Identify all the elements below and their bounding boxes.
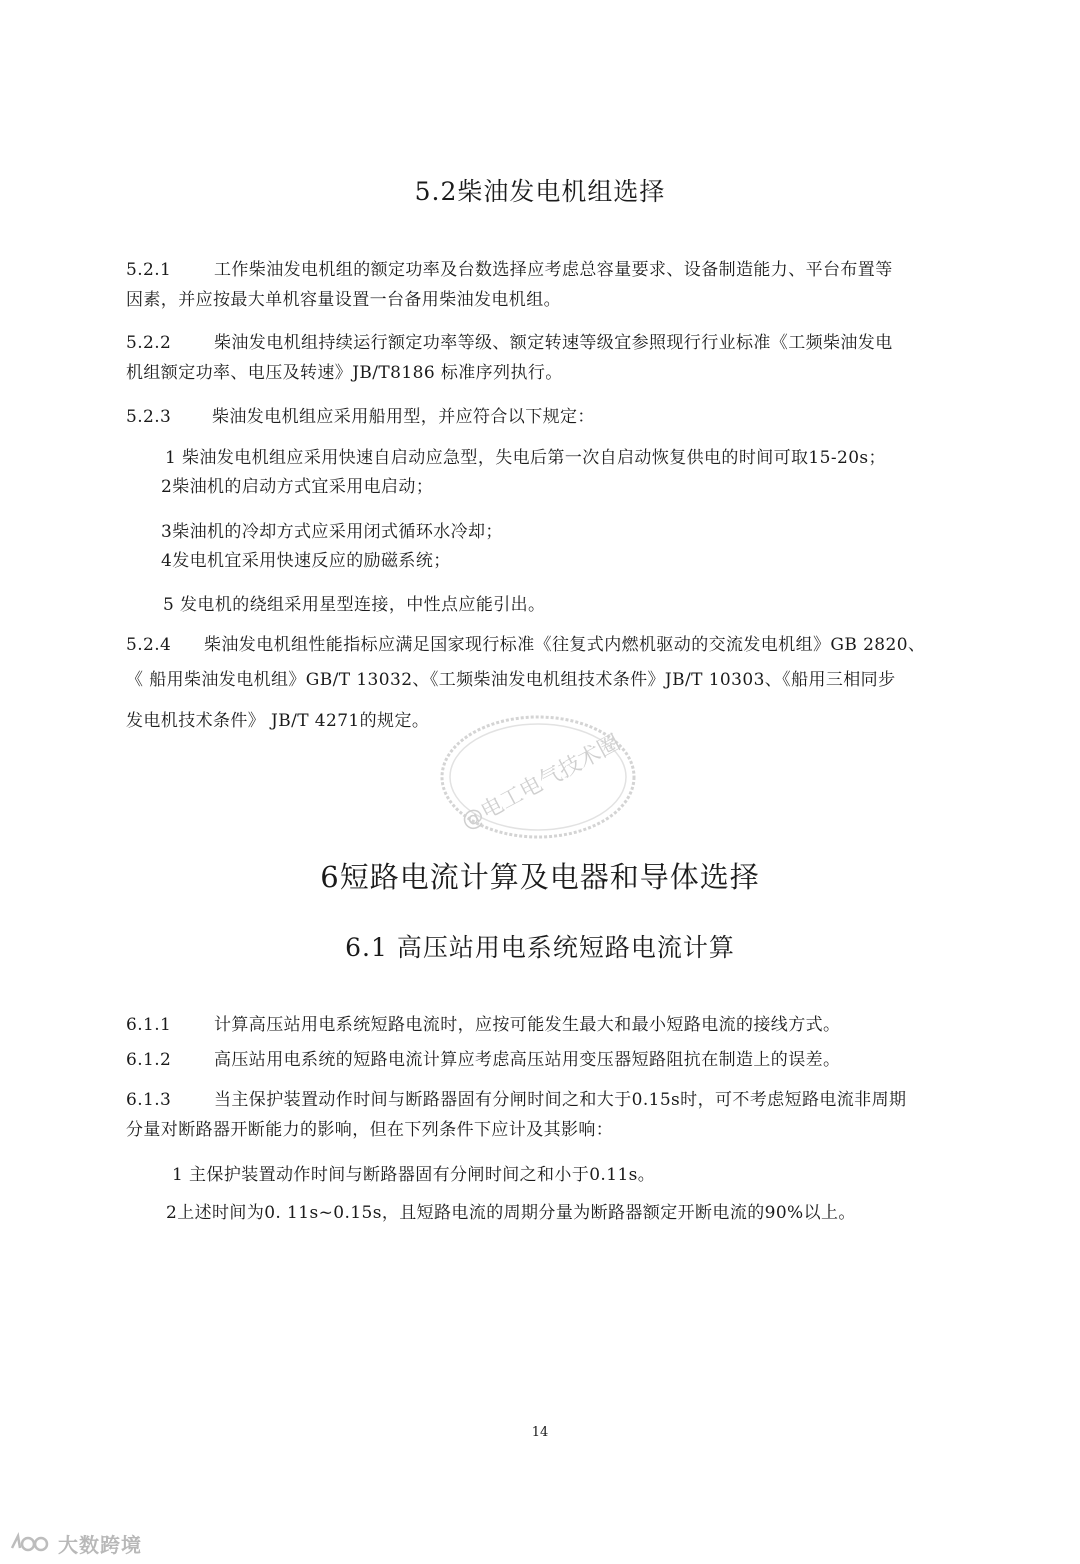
clause-6-1-3-cont: 分量对断路器开断能力的影响，但在下列条件下应计及其影响： [126,1120,614,1140]
clause-text: 当主保护装置动作时间与断路器固有分闸时间之和大于0.15s时，可不考虑短路电流非周期 [214,1090,907,1110]
clause-number: 5.2.4 [126,635,172,655]
clause-6-1-1 [126,1010,840,1035]
clause-number: 6.1.2 [126,1050,172,1070]
clause-5-2-1-cont: 因素，并应按最大单机容量设置一台备用柴油发电机组。 [126,290,561,310]
clause-5-2-4-cont: 《 船用柴油发电机组》GB/T 13032、《工频柴油发电机组技术条件》JB/T 10303、《船用三相同步 [126,670,896,690]
list-item: 2柴油机的启动方式宜采用电启动； [161,477,434,497]
clause-text: 柴油发电机组应采用船用型，并应符合以下规定： [212,407,595,427]
section-5-2-heading: 5.2柴油发电机组选择 [414,177,666,206]
list-item: 1 主保护装置动作时间与断路器固有分闸时间之和小于0.11s。 [172,1165,656,1185]
watermark-stamp [438,712,638,842]
corner-logo [8,1530,142,1556]
list-item: 2上述时间为0. 11s~0.15s，且短路电流的周期分量为断路器额定开断电流的90%以上。 [166,1203,856,1223]
clause-6-1-2 [126,1045,840,1070]
watermark-text: @电工电气技术圈 [457,730,625,836]
clause-5-2-4 [126,630,925,655]
clause-text: 柴油发电机组性能指标应满足国家现行标准《往复式内燃机驱动的交流发电机组》GB 2820、 [204,635,926,655]
clause-5-2-4-cont: 发电机技术条件》 JB/T 4271的规定。 [126,711,430,731]
clause-text: 计算高压站用电系统短路电流时，应按可能发生最大和最小短路电流的接线方式。 [214,1015,841,1035]
list-item: 4发电机宜采用快速反应的励磁系统； [161,551,451,571]
clause-text: 柴油发电机组持续运行额定功率等级、额定转速等级宜参照现行行业标准《工频柴油发电 [214,333,893,353]
clause-number: 5.2.1 [126,260,172,280]
list-item: 1 柴油发电机组应采用快速自启动应急型，失电后第一次自启动恢复供电的时间可取15-20s； [165,448,886,468]
clause-number: 5.2.3 [126,407,172,427]
clause-5-2-3 [126,402,595,427]
clause-5-2-2 [126,328,893,353]
section-6-1-heading: 6.1 高压站用电系统短路电流计算 [345,933,735,962]
clause-number: 6.1.1 [126,1015,172,1035]
clause-number: 6.1.3 [126,1090,172,1110]
chapter-6-heading: 6短路电流计算及电器和导体选择 [320,860,760,894]
list-item: 3柴油机的冷却方式应采用闭式循环水冷却； [161,522,503,542]
list-item: 5 发电机的绕组采用星型连接，中性点应能引出。 [163,595,546,615]
clause-6-1-3 [126,1085,906,1110]
brand-logo-icon [8,1530,52,1556]
brand-text: 大数跨境 [58,1532,142,1557]
clause-5-2-1 [126,255,893,280]
clause-5-2-2-cont: 机组额定功率、电压及转速》JB/T8186 标准序列执行。 [126,363,563,383]
clause-text: 高压站用电系统的短路电流计算应考虑高压站用变压器短路阻抗在制造上的误差。 [214,1050,841,1070]
page-number: 14 [531,1425,549,1440]
clause-text: 工作柴油发电机组的额定功率及台数选择应考虑总容量要求、设备制造能力、平台布置等 [214,260,893,280]
clause-number: 5.2.2 [126,333,172,353]
